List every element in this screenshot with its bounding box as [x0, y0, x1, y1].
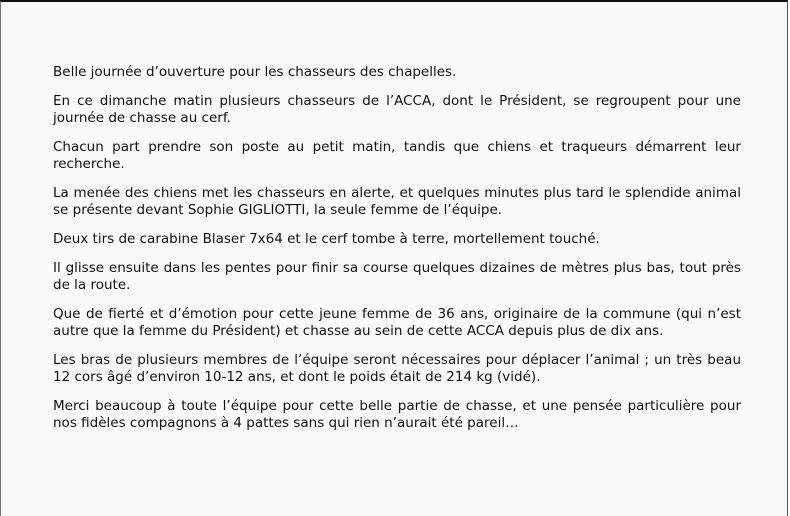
paragraph-shots: Deux tirs de carabine Blaser 7x64 et le cerf tombe à terre, mortellement touché. [53, 231, 600, 247]
paragraph-sunday-morning: En ce dimanche matin plusieurs chasseurs de l’ACCA, dont le Président, se regroupent pour une journée de chasse au cerf. [53, 93, 741, 126]
paragraph-slope: Il glisse ensuite dans les pentes pour finir sa course quelques dizaines de mètres plus bas, tout près de la route. [53, 260, 741, 293]
paragraph-alert: La menée des chiens met les chasseurs en alerte, et quelques minutes plus tard le splendide animal se présente devant Sophie GIGLIOTTI, la seule femme de l’équipe. [53, 185, 741, 218]
paragraph-opening: Belle journée d’ouverture pour les chasseurs des chapelles. [53, 64, 457, 80]
paragraph-thanks: Merci beaucoup à toute l’équipe pour cette belle partie de chasse, et une pensée particulière pour nos fidèles compagnons à 4 pattes sans qui rien n’aurait été pareil… [53, 398, 741, 431]
paragraph-pride: Que de fierté et d’émotion pour cette jeune femme de 36 ans, originaire de la commune (qui n’est autre que la femme du Président) et chasse au sein de cette ACCA depuis plus de dix ans. [53, 306, 741, 339]
paragraph-animal: Les bras de plusieurs membres de l’équipe seront nécessaires pour déplacer l’animal ; un très beau 12 cors âgé d’environ 10-12 ans, et dont le poids était de 214 kg (vidé). [53, 352, 741, 385]
paragraph-posts: Chacun part prendre son poste au petit matin, tandis que chiens et traqueurs démarrent leur recherche. [53, 139, 741, 172]
article-body [53, 64, 741, 444]
